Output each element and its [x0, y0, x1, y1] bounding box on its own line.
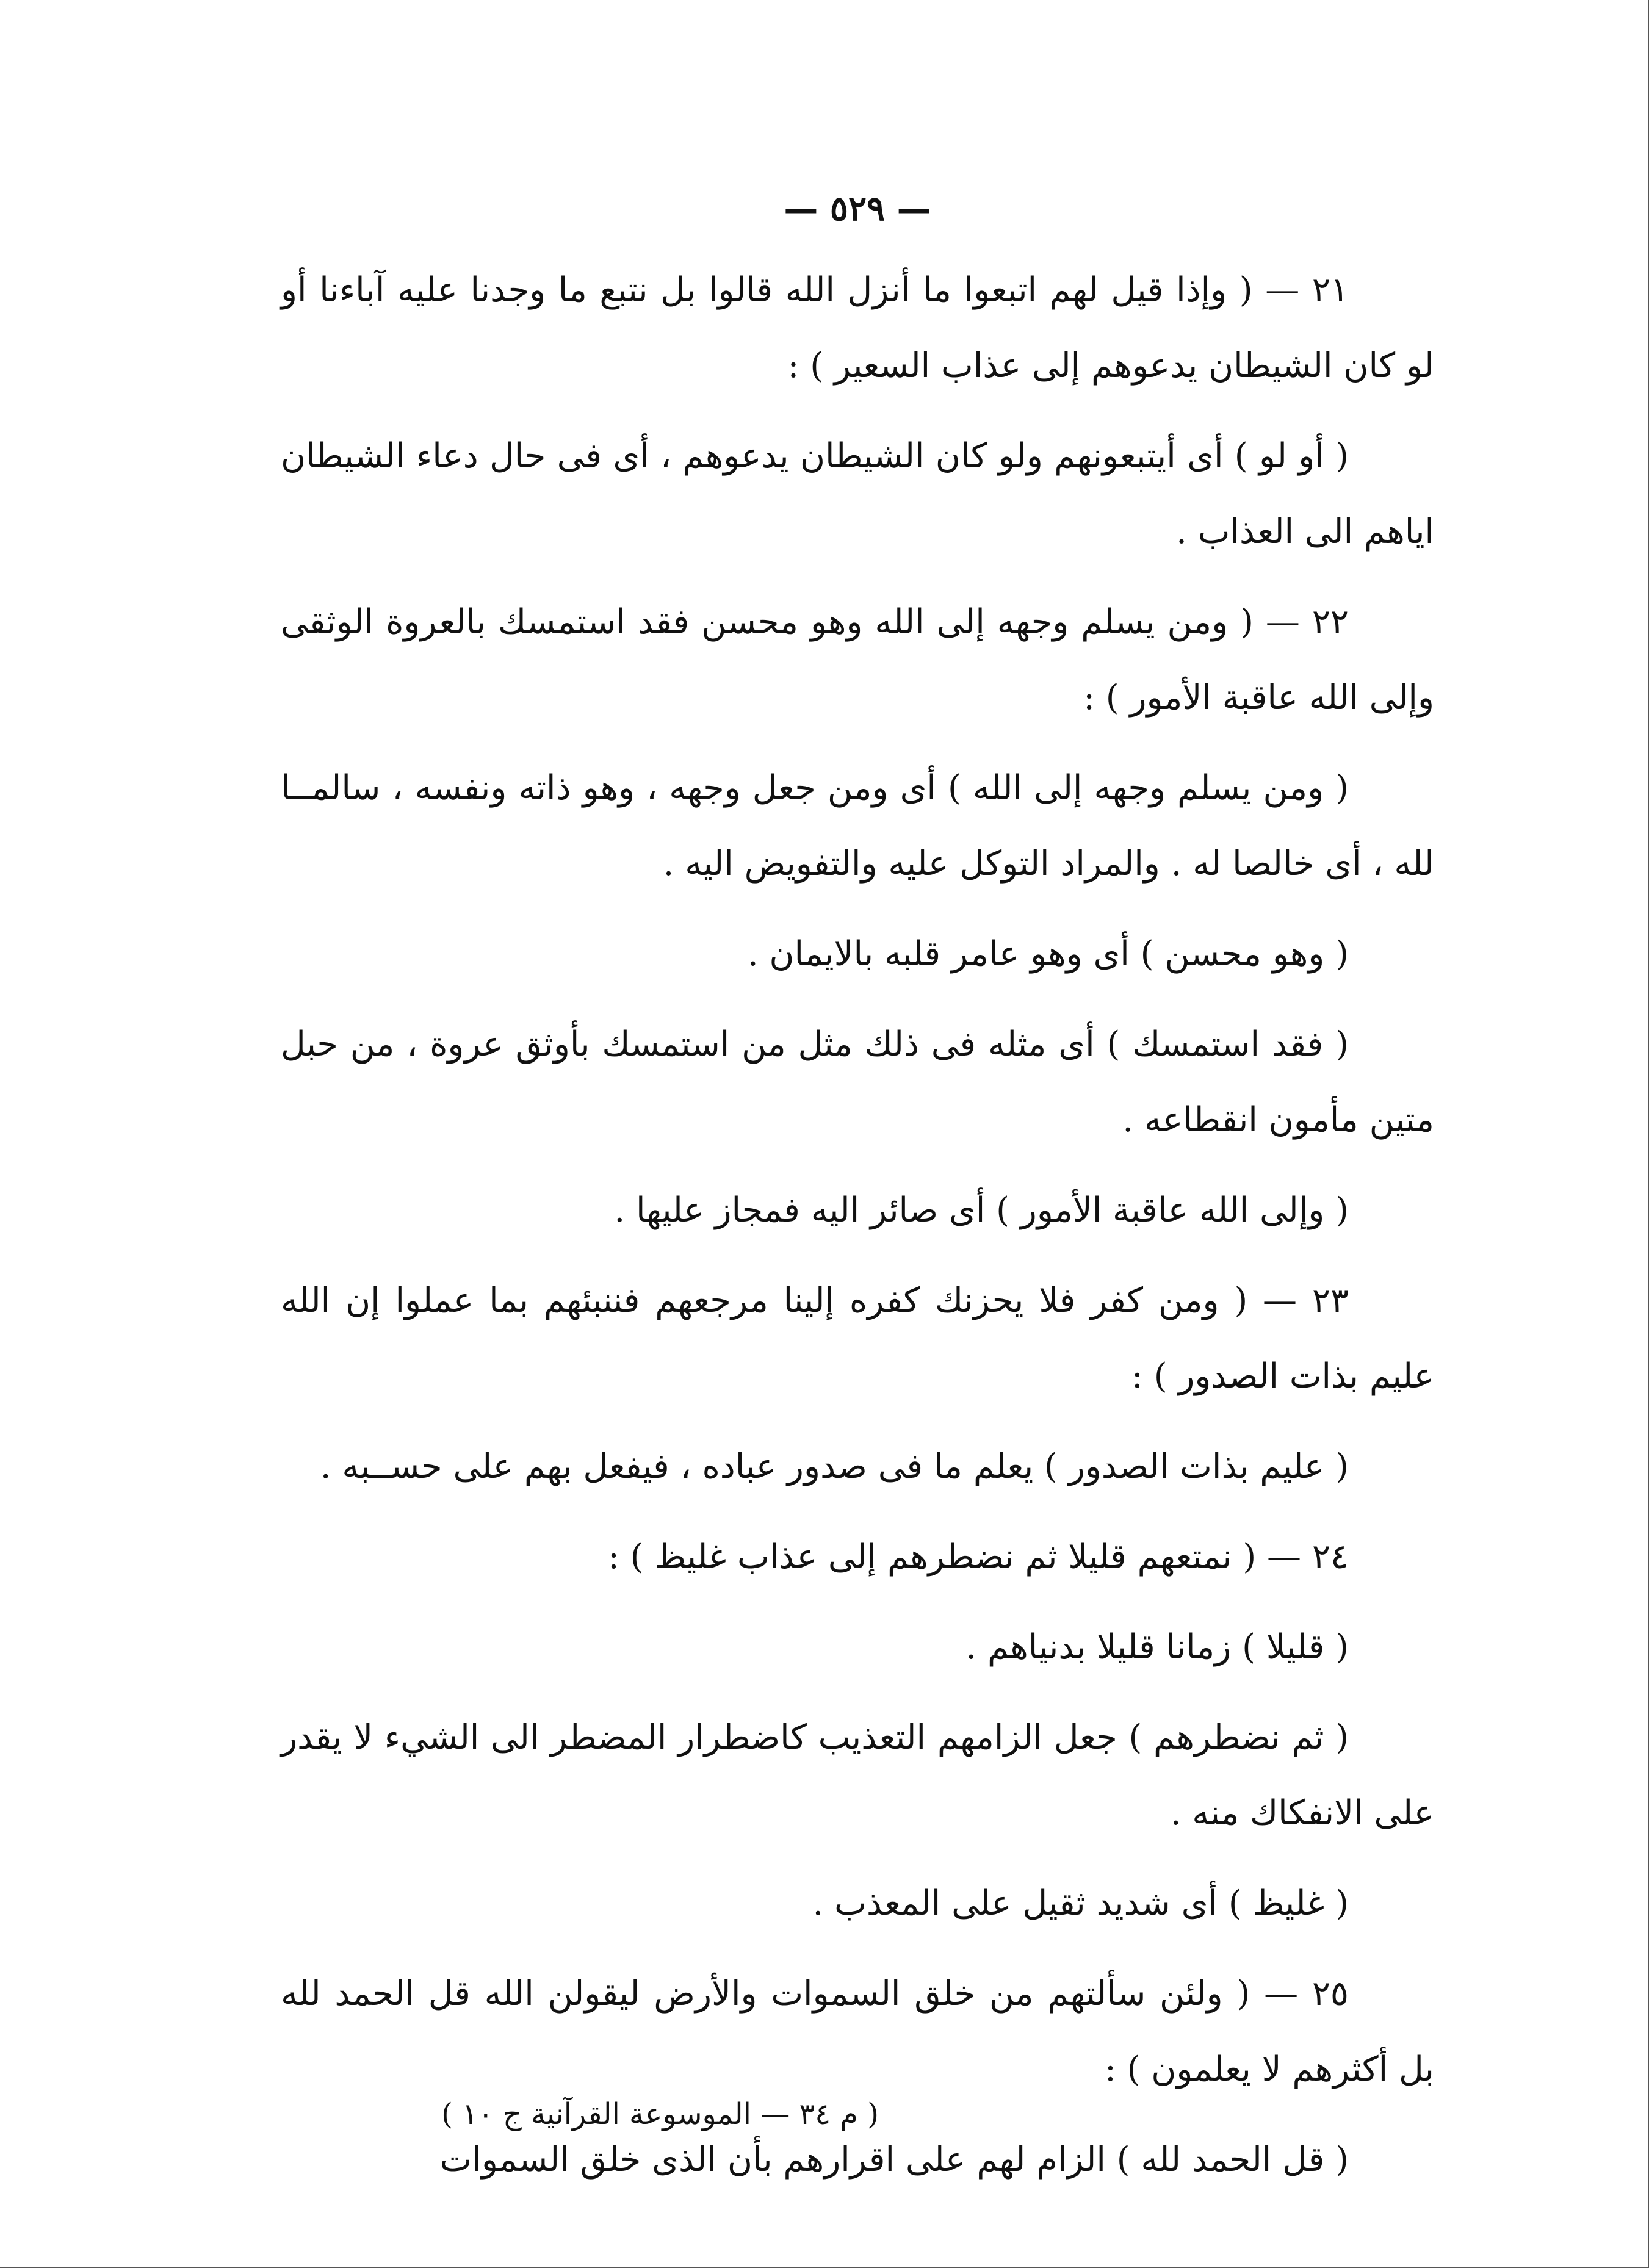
paragraph-commentary: ( وإلى الله عاقبة الأمور ) أى صائر اليه فمجاز عليها . — [614, 1190, 1349, 1230]
paragraph-commentary: ( قليلا ) زمانا قليلا بدنياهم . — [965, 1627, 1349, 1667]
paragraph-verse-23: ٢٣ — ( ومن كفر فلا يحزنك كفره إلينا مرجعهم فننبئهم بما عملوا إن الله عليم بذات الصدور ) : — [281, 1281, 1434, 1396]
paragraph-verse-24: ٢٤ — ( نمتعهم قليلا ثم نضطرهم إلى عذاب غليظ ) : — [607, 1537, 1349, 1577]
page-number: — ٥٢٩ — — [784, 189, 931, 229]
paragraph-commentary: ( ومن يسلم وجهه إلى الله ) أى ومن جعل وجهه ، وهو ذاته ونفسه ، سالمــا لله ، أى خالصا له . والمراد التوكل عليه والتفويض اليه . — [281, 768, 1434, 884]
page-footer: ( م ٣٤ — الموسوعة القرآنية ج ١٠ ) — [441, 2097, 879, 2131]
paragraph-commentary: ( فقد استمسك ) أى مثله فى ذلك مثل من استمسك بأوثق عروة ، من حبل متين مأمون انقطاعه . — [281, 1024, 1434, 1140]
paragraph-commentary: ( عليم بذات الصدور ) يعلم ما فى صدور عباده ، فيفعل بهم على حســبه . — [320, 1447, 1349, 1486]
paragraph-commentary: ( أو لو ) أى أيتبعونهم ولو كان الشيطان يدعوهم ، أى فى حال دعاء الشيطان اياهم الى العذاب . — [281, 436, 1434, 552]
paragraph-commentary: ( وهو محسن ) أى وهو عامر قلبه بالايمان . — [747, 934, 1349, 974]
paragraph-verse-21: ٢١ — ( وإذا قيل لهم اتبعوا ما أنزل الله قالوا بل نتبع ما وجدنا عليه آباءنا أو لو كان الشيطان يدعوهم إلى عذاب السعير ) : — [281, 270, 1434, 386]
paragraph-commentary: ( ثم نضطرهم ) جعل الزامهم التعذيب كاضطرار المضطر الى الشيء لا يقدر على الانفكاك منه . — [281, 1718, 1434, 1833]
page-text-body — [281, 171, 1434, 2212]
paragraph-commentary: ( قل الحمد لله ) الزام لهم على اقرارهم بأن الذى خلق السموات — [439, 2140, 1349, 2180]
paragraph-verse-25: ٢٥ — ( ولئن سألتهم من خلق السموات والأرض ليقولن الله قل الحمد لله بل أكثرهم لا يعلمون ) : — [281, 1974, 1434, 2089]
paragraph-verse-22: ٢٢ — ( ومن يسلم وجهه إلى الله وهو محسن فقد استمسك بالعروة الوثقى وإلى الله عاقبة الأمور ) : — [281, 602, 1434, 718]
paragraph-commentary: ( غليظ ) أى شديد ثقيل على المعذب . — [812, 1884, 1349, 1923]
